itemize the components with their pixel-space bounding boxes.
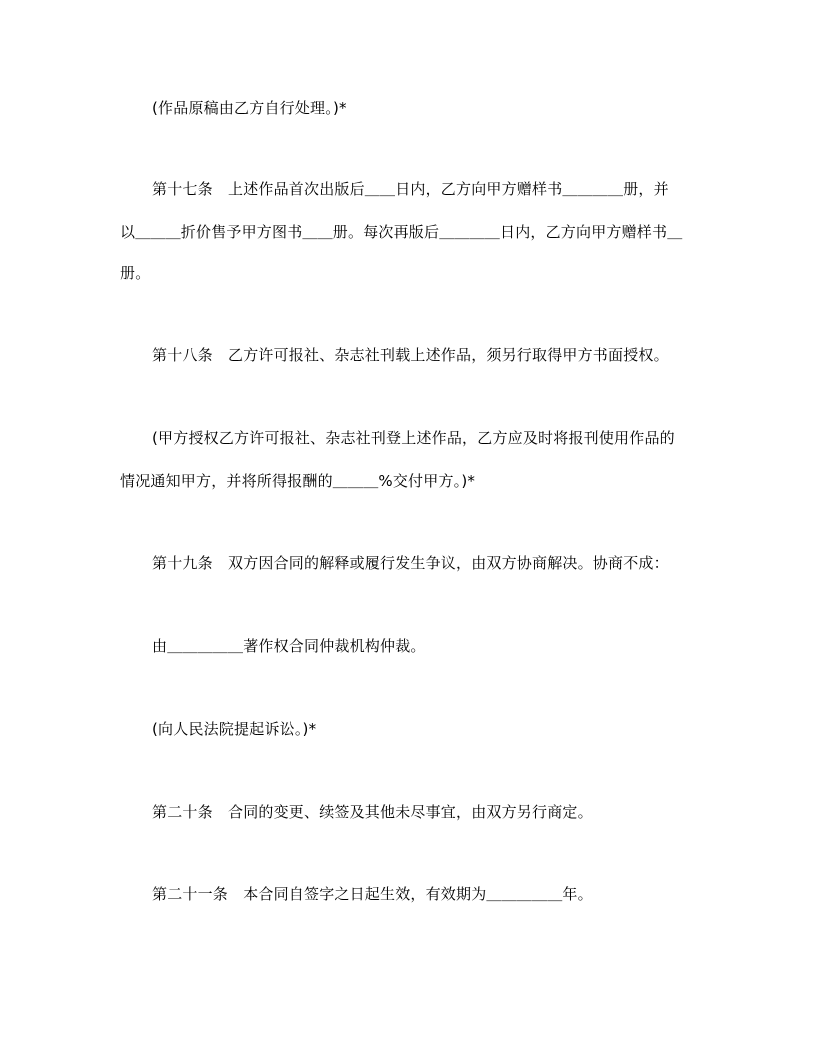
- article-20-line: 第二十条 合同的变更、续签及其他未尽事宜，由双方另行商定。: [152, 803, 593, 821]
- article-17-line-1: 第十七条 上述作品首次出版后＿＿日内，乙方向甲方赠样书＿＿＿＿册，并: [152, 180, 669, 198]
- article-18-note-line-2: 情况通知甲方，并将所得报酬的＿＿＿%交付甲方。)*: [120, 472, 476, 490]
- article-18-note-line-1: (甲方授权乙方许可报社、杂志社刊登上述作品，乙方应及时将报刊使用作品的: [152, 429, 675, 447]
- article-17-line-3: 册。: [120, 264, 151, 282]
- arbitration-line: 由＿＿＿＿＿著作权合同仲裁机构仲裁。: [152, 637, 426, 655]
- article-19-line: 第十九条 双方因合同的解释或履行发生争议，由双方协商解决。协商不成：: [152, 554, 669, 572]
- article-18-line: 第十八条 乙方许可报社、杂志社刊载上述作品，须另行取得甲方书面授权。: [152, 346, 669, 364]
- litigation-note-line: (向人民法院提起诉讼。)*: [152, 720, 317, 738]
- text-line: (作品原稿由乙方自行处理。)*: [152, 99, 347, 117]
- article-17-line-2: 以＿＿＿折价售予甲方图书＿＿册。每次再版后＿＿＿＿日内，乙方向甲方赠样书＿: [120, 223, 683, 241]
- article-21-line: 第二十一条 本合同自签字之日起生效，有效期为＿＿＿＿＿年。: [152, 885, 593, 903]
